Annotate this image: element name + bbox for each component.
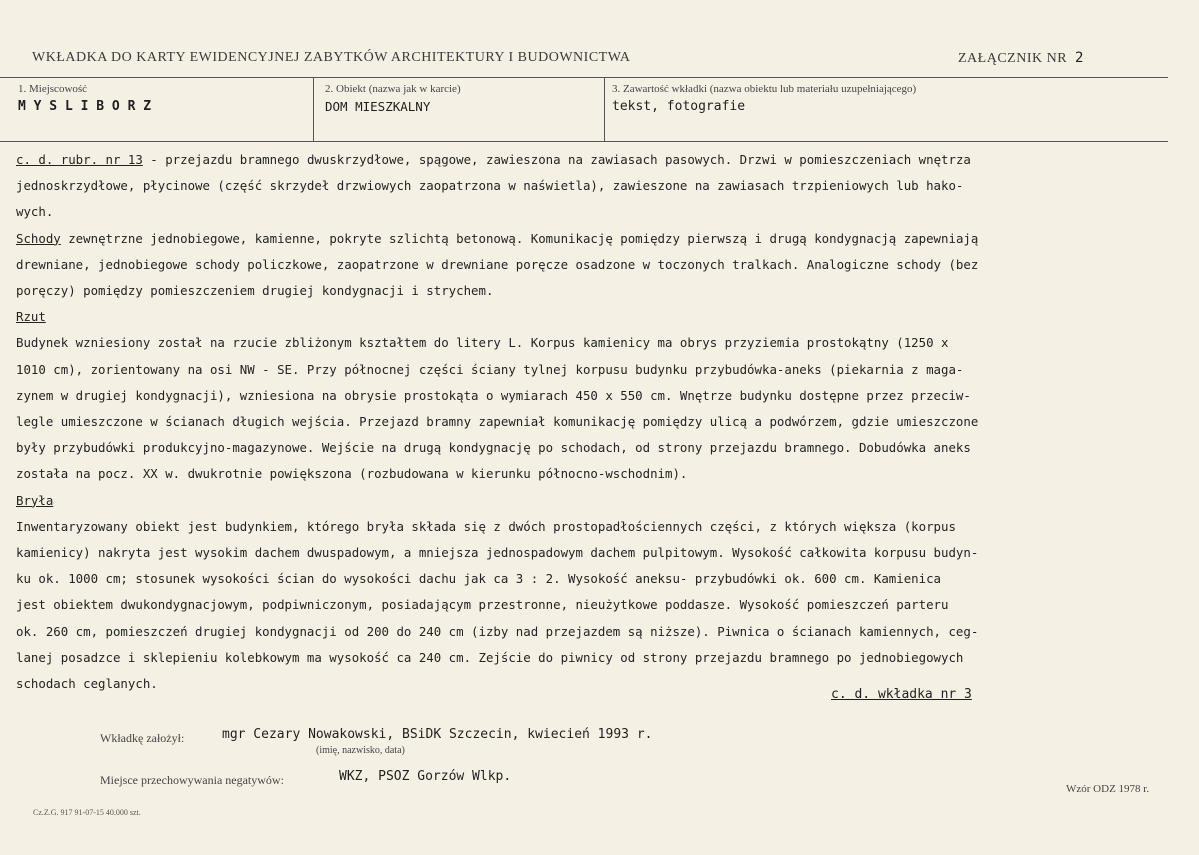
author-value: mgr Cezary Nowakowski, BSiDK Szczecin, kwiecień 1993 r. bbox=[222, 727, 653, 742]
field-divider-2 bbox=[604, 77, 605, 141]
text-line: schodach ceglanych. bbox=[16, 676, 158, 692]
field-divider-1 bbox=[313, 77, 314, 141]
attachment-label: ZAŁĄCZNIK NR bbox=[958, 51, 1068, 66]
text-line: lanej posadzce i sklepieniu kolebkowym ma wysokość ca 240 cm. Zejście do piwnicy od strony przejazdu bramnego po jednobiegowych bbox=[16, 649, 964, 665]
form-title: WKŁADKA DO KARTY EWIDENCYJNEJ ZABYTKÓW ARCHITEKTURY I BUDOWNICTWA bbox=[32, 50, 631, 65]
author-sublabel: (imię, nazwisko, data) bbox=[316, 745, 405, 756]
print-info: Cz.Z.G. 917 91-07-15 40.000 szt. bbox=[33, 808, 141, 817]
object-value: DOM MIESZKALNY bbox=[325, 99, 431, 114]
author-label: Wkładkę założył: bbox=[100, 731, 185, 745]
text-line: Inwentaryzowany obiekt jest budynkiem, którego bryła składa się z dwóch prostopadłościennych części, z których większa (korpus bbox=[16, 518, 956, 534]
text-line: jest obiektem dwukondygnacjowym, podpiwniczonym, posiadającym przestronne, nieużytkowe poddasze. Wysokość pomieszczeń parteru bbox=[16, 597, 949, 613]
continuation-note: c. d. wkładka nr 3 bbox=[831, 687, 972, 702]
storage-value: WKZ, PSOZ Gorzów Wlkp. bbox=[339, 769, 512, 784]
text-line: Budynek wzniesiony został na rzucie zbliżonym kształtem do litery L. Korpus kamienicy ma obrys przyziemia prostokątny (1250 x bbox=[16, 335, 949, 351]
header-rule-bottom bbox=[0, 141, 1168, 142]
text-line: drewniane, jednobiegowe schody policzkowe, zaopatrzone w drewniane poręcze osadzone w toczonych tralkach. Analogiczne schody (bez bbox=[16, 256, 979, 272]
text-line: ku ok. 1000 cm; stosunek wysokości ścian do wysokości dachu jak ca 3 : 2. Wysokość aneksu- przybudówki ok. 600 cm. Kamienica bbox=[16, 571, 942, 587]
attachment-number: 2 bbox=[1075, 50, 1084, 66]
text-line: została na pocz. XX w. dwukrotnie powiększona (rozbudowana w kierunku północno-wschodnim). bbox=[16, 466, 688, 482]
text-line: kamienicy) nakryta jest wysokim dachem dwuspadowym, a mniejsza jednospadowym dachem pulpitowym. Wysokość całkowita korpusu budyn- bbox=[16, 545, 979, 561]
text-line: 1010 cm), zorientowany na osi NW - SE. Przy północnej części ściany tylnej korpusu budynku przybudówka-aneks (piekarnia z maga- bbox=[16, 361, 964, 377]
text-line bbox=[16, 488, 1188, 514]
content-value: tekst, fotografie bbox=[612, 99, 746, 114]
section-heading-schody: Schody bbox=[16, 230, 61, 246]
header-rule-top bbox=[0, 77, 1168, 78]
text-line: wych. bbox=[16, 204, 54, 220]
section-heading-bryla: Bryła bbox=[16, 492, 54, 508]
text-line: ok. 260 cm, pomieszczeń drugiej kondygnacji od 200 do 240 cm (izby nad przejazdem są niższe). Piwnica o ścianach kamiennych, ceg- bbox=[16, 623, 979, 639]
text-line: poręczy) pomiędzy pomieszczeniem drugiej kondygnacji i strychem. bbox=[16, 283, 494, 299]
text-line: jednoskrzydłowe, płycinowe (część skrzydeł drzwiowych zaopatrzona w naświetla), zawieszone na zawiasach trzpieniowych lub hako- bbox=[16, 178, 964, 194]
storage-label: Miejsce przechowywania negatywów: bbox=[100, 773, 284, 787]
text-line: c. d. rubr. nr 13 - przejazdu bramnego dwuskrzydłowe, spągowe, zawieszona na zawiasach pasowych. Drzwi w pomieszczeniach wnętrza bbox=[16, 152, 971, 167]
template-note: Wzór ODZ 1978 r. bbox=[1066, 783, 1150, 795]
text-line: Schody zewnętrzne jednobiegowe, kamienne, pokryte szlichtą betonową. Komunikację pomiędzy pierwszą i drugą kondygnacją zapewniają bbox=[16, 230, 979, 246]
text-line: legle umieszczone w ścianach długich wejścia. Przejazd bramny zapewniał komunikację pomiędzy ulicą a podwórzem, gdzie umieszczone bbox=[16, 414, 979, 430]
section-heading-rzut: Rzut bbox=[16, 309, 46, 325]
text-line: były przybudówki produkcyjno-magazynowe. Wejście na drugą kondygnację po schodach, od strony przejazdu bramnego. Dobudówka aneks bbox=[16, 440, 971, 456]
continuation-reference: c. d. rubr. nr 13 bbox=[16, 152, 143, 167]
object-label: 2. Obiekt (nazwa jak w karcie) bbox=[325, 83, 461, 95]
content-label: 3. Zawartość wkładki (nazwa obiektu lub materiału uzupełniającego) bbox=[612, 83, 917, 95]
location-value: M Y S L I B O R Z bbox=[18, 99, 152, 114]
location-label: 1. Miejscowość bbox=[18, 83, 88, 95]
attachment-heading bbox=[958, 50, 1084, 67]
text-line: zynem w drugiej kondygnacji), wzniesiona na obrysie prostokąta o wymiarach 450 x 550 cm. Wnętrze budynku dostępne przez przeciw- bbox=[16, 387, 971, 403]
description-text bbox=[16, 147, 1188, 697]
text-line bbox=[16, 304, 1188, 330]
